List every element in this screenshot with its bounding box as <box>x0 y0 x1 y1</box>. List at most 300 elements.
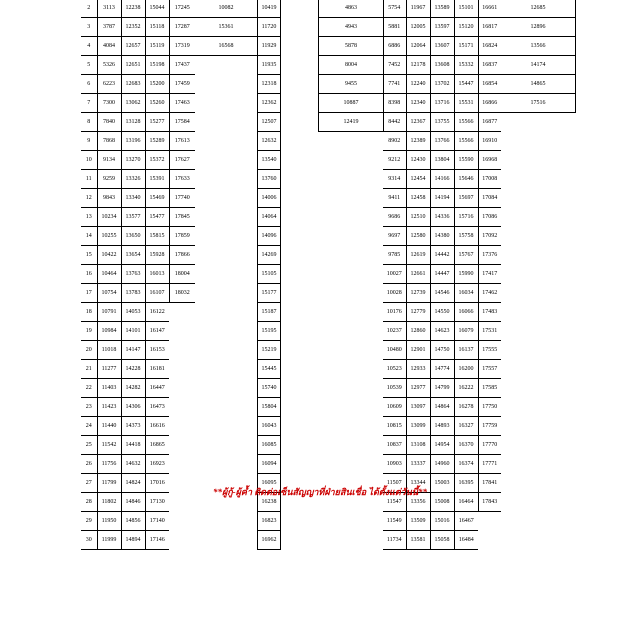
table-cell: 10237 <box>383 322 406 341</box>
table-cell: 17319 <box>169 37 195 56</box>
table-cell: 13716 <box>430 94 454 113</box>
table-cell: 14546 <box>430 284 454 303</box>
table-cell: 10234 <box>97 208 121 227</box>
table-cell: 15447 <box>454 75 478 94</box>
table-row <box>81 341 195 360</box>
table-cell: 9697 <box>383 227 406 246</box>
list-item <box>258 531 280 550</box>
table-cell: 7 <box>81 94 97 113</box>
table-cell: 12580 <box>406 227 430 246</box>
table-cell: 15391 <box>145 170 169 189</box>
table-cell: 13326 <box>121 170 145 189</box>
contract-note: **ผู้กู้-ผู้ค้ำ ติดต่อเซ็นสัญญาที่ฝ่ายสินเชื่อ ได้ตั้งแต่วันนี้** <box>212 487 428 497</box>
list-cell: 16043 <box>258 417 280 436</box>
table-cell: 16181 <box>145 360 169 379</box>
table-row <box>383 379 501 398</box>
table-cell: 13608 <box>430 56 454 75</box>
table-cell: 14442 <box>430 246 454 265</box>
list-item <box>258 151 280 170</box>
list-cell: 16095 <box>258 474 280 493</box>
table-row <box>81 227 195 246</box>
table-cell: 17633 <box>169 170 195 189</box>
list-item <box>319 37 383 56</box>
table-cell: 15198 <box>145 56 169 75</box>
table-cell: 16327 <box>454 417 478 436</box>
table-row <box>383 208 501 227</box>
table-cell: 14750 <box>430 341 454 360</box>
table-cell: 12901 <box>406 341 430 360</box>
table-cell: 15469 <box>145 189 169 208</box>
table-cell: 14166 <box>430 170 454 189</box>
table-row <box>383 398 501 417</box>
table-cell <box>169 417 195 436</box>
table-cell: 14053 <box>121 303 145 322</box>
table-cell: 12178 <box>406 56 430 75</box>
table-cell: 15590 <box>454 151 478 170</box>
table-cell: 17463 <box>169 94 195 113</box>
right-number-table <box>383 0 501 550</box>
table-cell: 15815 <box>145 227 169 246</box>
table-row <box>81 531 195 550</box>
table-cell: 14856 <box>121 512 145 531</box>
table-cell: 15646 <box>454 170 478 189</box>
table-cell: 17843 <box>478 493 501 512</box>
table-row <box>81 246 195 265</box>
list-cell: 12896 <box>501 18 575 37</box>
table-cell: 16923 <box>145 455 169 474</box>
table-cell: 15101 <box>454 0 478 18</box>
list-item <box>258 37 280 56</box>
list-item <box>258 94 280 113</box>
table-cell: 16824 <box>478 37 501 56</box>
table-cell: 11 <box>81 170 97 189</box>
table-cell: 20 <box>81 341 97 360</box>
table-row <box>81 455 195 474</box>
list-cell: 13760 <box>258 170 280 189</box>
list-item <box>319 94 383 113</box>
table-row <box>81 303 195 322</box>
table-cell: 14893 <box>430 417 454 436</box>
table-cell: 15767 <box>454 246 478 265</box>
table-cell: 3 <box>81 18 97 37</box>
table-cell: 7300 <box>97 94 121 113</box>
list-item <box>501 18 575 37</box>
table-cell: 13 <box>81 208 97 227</box>
table-cell: 16107 <box>145 284 169 303</box>
table-cell: 22 <box>81 379 97 398</box>
list-item <box>319 75 383 94</box>
table-cell: 8 <box>81 113 97 132</box>
list-item <box>258 56 280 75</box>
list-item <box>258 417 280 436</box>
list-cell: 11720 <box>258 18 280 37</box>
list-item <box>258 0 280 18</box>
list-item <box>258 436 280 455</box>
table-row <box>383 341 501 360</box>
table-cell <box>169 322 195 341</box>
table-cell <box>169 455 195 474</box>
table-row <box>383 170 501 189</box>
table-row <box>81 94 195 113</box>
table-cell: 17584 <box>169 113 195 132</box>
table-cell: 12510 <box>406 208 430 227</box>
list-item <box>258 455 280 474</box>
table-cell: 12933 <box>406 360 430 379</box>
table-cell: 14447 <box>430 265 454 284</box>
table-cell: 14846 <box>121 493 145 512</box>
list-item <box>258 208 280 227</box>
table-row <box>383 227 501 246</box>
table-cell <box>169 341 195 360</box>
table-cell: 14282 <box>121 379 145 398</box>
table-row <box>81 189 195 208</box>
table-cell: 5754 <box>383 0 406 18</box>
table-row <box>81 151 195 170</box>
table-cell: 15928 <box>145 246 169 265</box>
table-cell: 14147 <box>121 341 145 360</box>
table-cell: 13589 <box>430 0 454 18</box>
list-cell: 15219 <box>258 341 280 360</box>
table-row <box>383 37 501 56</box>
list-cell: 12507 <box>258 113 280 132</box>
table-cell: 9411 <box>383 189 406 208</box>
table-cell: 13509 <box>406 512 430 531</box>
list-item <box>258 379 280 398</box>
table-cell: 12739 <box>406 284 430 303</box>
table-cell: 14864 <box>430 398 454 417</box>
table-cell: 10791 <box>97 303 121 322</box>
list-cell: 14174 <box>501 56 575 75</box>
table-cell <box>478 512 501 531</box>
list-cell: 12685 <box>501 0 575 18</box>
table-cell: 9212 <box>383 151 406 170</box>
list-item <box>258 113 280 132</box>
table-cell: 10480 <box>383 341 406 360</box>
table-row <box>383 246 501 265</box>
list-item <box>258 18 280 37</box>
table-cell: 3787 <box>97 18 121 37</box>
list-item <box>195 0 257 18</box>
table-cell: 13128 <box>121 113 145 132</box>
table-row <box>81 265 195 284</box>
table-cell: 14373 <box>121 417 145 436</box>
table-cell: 10984 <box>97 322 121 341</box>
table-cell: 11802 <box>97 493 121 512</box>
list-item <box>258 341 280 360</box>
table-cell: 16473 <box>145 398 169 417</box>
table-cell: 10903 <box>383 455 406 474</box>
table-cell: 23 <box>81 398 97 417</box>
table-cell: 17845 <box>169 208 195 227</box>
list-cell: 12419 <box>319 113 383 132</box>
table-cell: 4 <box>81 37 97 56</box>
table-row <box>81 132 195 151</box>
table-cell: 9686 <box>383 208 406 227</box>
table-cell: 13654 <box>121 246 145 265</box>
list-item <box>258 246 280 265</box>
table-cell: 14336 <box>430 208 454 227</box>
table-cell: 16 <box>81 265 97 284</box>
table-cell: 10837 <box>383 436 406 455</box>
table-cell: 2 <box>81 0 97 18</box>
table-cell: 15332 <box>454 56 478 75</box>
table-cell: 14774 <box>430 360 454 379</box>
table-cell: 17859 <box>169 227 195 246</box>
table-cell: 17417 <box>478 265 501 284</box>
table-cell: 12064 <box>406 37 430 56</box>
list-cell: 10887 <box>319 94 383 113</box>
table-cell: 13099 <box>406 417 430 436</box>
table-cell: 16147 <box>145 322 169 341</box>
table-cell: 13804 <box>430 151 454 170</box>
table-cell: 12779 <box>406 303 430 322</box>
list-cell: 15740 <box>258 379 280 398</box>
table-cell: 17084 <box>478 189 501 208</box>
table-row <box>383 151 501 170</box>
table-row <box>383 18 501 37</box>
list-cell: 16962 <box>258 531 280 550</box>
table-cell: 17613 <box>169 132 195 151</box>
table-cell: 15990 <box>454 265 478 284</box>
list-cell: 11935 <box>258 56 280 75</box>
table-cell: 17627 <box>169 151 195 170</box>
table-cell: 3113 <box>97 0 121 18</box>
table-cell: 6223 <box>97 75 121 94</box>
table-cell: 18004 <box>169 265 195 284</box>
table-row <box>81 284 195 303</box>
table-cell: 13340 <box>121 189 145 208</box>
table-cell: 15260 <box>145 94 169 113</box>
table-cell <box>478 531 501 550</box>
table-cell: 13763 <box>121 265 145 284</box>
table-cell: 11950 <box>97 512 121 531</box>
table-cell: 17555 <box>478 341 501 360</box>
table-cell: 10815 <box>383 417 406 436</box>
table-row <box>81 113 195 132</box>
table-cell: 7840 <box>97 113 121 132</box>
table-cell: 5881 <box>383 18 406 37</box>
list-cell: 5878 <box>319 37 383 56</box>
table-cell: 8398 <box>383 94 406 113</box>
table-cell: 16034 <box>454 284 478 303</box>
table-cell: 11799 <box>97 474 121 493</box>
list-item <box>319 113 383 132</box>
list-cell: 14006 <box>258 189 280 208</box>
table-cell: 16854 <box>478 75 501 94</box>
list-cell: 15187 <box>258 303 280 322</box>
table-cell: 8442 <box>383 113 406 132</box>
table-cell: 16374 <box>454 455 478 474</box>
table-cell: 12454 <box>406 170 430 189</box>
table-cell: 16153 <box>145 341 169 360</box>
table-cell: 15058 <box>430 531 454 550</box>
table-cell: 14306 <box>121 398 145 417</box>
table-cell: 12657 <box>121 37 145 56</box>
table-cell: 16866 <box>478 94 501 113</box>
table-cell: 16200 <box>454 360 478 379</box>
table-cell: 13755 <box>430 113 454 132</box>
table-cell: 17557 <box>478 360 501 379</box>
table-cell: 12238 <box>121 0 145 18</box>
list-cell: 14096 <box>258 227 280 246</box>
list-item <box>258 398 280 417</box>
list-cell: 12318 <box>258 75 280 94</box>
table-cell: 16837 <box>478 56 501 75</box>
table-cell: 11277 <box>97 360 121 379</box>
table-row <box>81 18 195 37</box>
table-cell: 13356 <box>406 493 430 512</box>
list-item <box>258 189 280 208</box>
table-cell: 15531 <box>454 94 478 113</box>
list-cell: 16568 <box>195 37 257 56</box>
list-cell: 16085 <box>258 436 280 455</box>
table-cell: 14101 <box>121 322 145 341</box>
table-cell: 14799 <box>430 379 454 398</box>
right-table-wrap <box>383 0 501 550</box>
table-cell: 17866 <box>169 246 195 265</box>
table-cell: 16616 <box>145 417 169 436</box>
table-cell: 12340 <box>406 94 430 113</box>
table-cell: 9785 <box>383 246 406 265</box>
table-cell: 13766 <box>430 132 454 151</box>
list-item <box>319 0 383 18</box>
list-item <box>258 75 280 94</box>
table-row <box>383 360 501 379</box>
list-cell: 16238 <box>258 493 280 512</box>
table-cell: 4084 <box>97 37 121 56</box>
list-cell: 15361 <box>195 18 257 37</box>
table-cell: 16278 <box>454 398 478 417</box>
table-cell: 6886 <box>383 37 406 56</box>
table-row <box>81 379 195 398</box>
list-cell: 15177 <box>258 284 280 303</box>
table-row <box>383 189 501 208</box>
table-row <box>383 417 501 436</box>
table-cell: 14824 <box>121 474 145 493</box>
list-item <box>258 132 280 151</box>
table-cell: 15200 <box>145 75 169 94</box>
table-cell: 9259 <box>97 170 121 189</box>
list-item <box>258 303 280 322</box>
table-row <box>383 531 501 550</box>
table-cell: 17740 <box>169 189 195 208</box>
table-cell: 14194 <box>430 189 454 208</box>
table-cell: 13344 <box>406 474 430 493</box>
table-cell: 30 <box>81 531 97 550</box>
table-cell: 16370 <box>454 436 478 455</box>
table-cell: 17140 <box>145 512 169 531</box>
list-cell: 12632 <box>258 132 280 151</box>
list-item <box>319 56 383 75</box>
table-cell: 17462 <box>478 284 501 303</box>
table-cell: 16122 <box>145 303 169 322</box>
list-cell: 15195 <box>258 322 280 341</box>
table-cell: 16137 <box>454 341 478 360</box>
table-cell: 16877 <box>478 113 501 132</box>
table-cell: 7868 <box>97 132 121 151</box>
table-cell: 12389 <box>406 132 430 151</box>
table-cell: 14550 <box>430 303 454 322</box>
table-cell: 12005 <box>406 18 430 37</box>
table-cell: 25 <box>81 436 97 455</box>
table-cell: 13270 <box>121 151 145 170</box>
table-cell: 9314 <box>383 170 406 189</box>
list-item <box>501 94 575 113</box>
table-cell: 17437 <box>169 56 195 75</box>
table-cell: 16395 <box>454 474 478 493</box>
table-cell: 14954 <box>430 436 454 455</box>
table-cell <box>169 436 195 455</box>
list-cell: 9455 <box>319 75 383 94</box>
table-row <box>81 75 195 94</box>
table-cell: 15697 <box>454 189 478 208</box>
table-cell <box>169 379 195 398</box>
table-cell: 17 <box>81 284 97 303</box>
table-cell: 15477 <box>145 208 169 227</box>
table-cell <box>169 512 195 531</box>
list-item <box>258 265 280 284</box>
table-cell: 17376 <box>478 246 501 265</box>
list-cell: 14064 <box>258 208 280 227</box>
table-cell: 14380 <box>430 227 454 246</box>
table-cell: 10176 <box>383 303 406 322</box>
table-cell: 15171 <box>454 37 478 56</box>
table-cell: 17459 <box>169 75 195 94</box>
table-row <box>81 37 195 56</box>
table-cell: 12240 <box>406 75 430 94</box>
table-cell: 17483 <box>478 303 501 322</box>
list-cell: 16094 <box>258 455 280 474</box>
table-row <box>81 56 195 75</box>
table-cell: 14228 <box>121 360 145 379</box>
table-cell: 13597 <box>430 18 454 37</box>
table-cell: 5 <box>81 56 97 75</box>
table-cell: 15758 <box>454 227 478 246</box>
table-cell: 17146 <box>145 531 169 550</box>
table-cell: 17287 <box>169 18 195 37</box>
table-cell: 13097 <box>406 398 430 417</box>
list-cell: 4863 <box>319 0 383 18</box>
table-cell: 12619 <box>406 246 430 265</box>
table-cell: 11542 <box>97 436 121 455</box>
table-row <box>81 360 195 379</box>
table-row <box>383 94 501 113</box>
table-cell: 15118 <box>145 18 169 37</box>
table-cell: 11018 <box>97 341 121 360</box>
table-cell: 16865 <box>145 436 169 455</box>
list-cell: 4943 <box>319 18 383 37</box>
table-cell: 12 <box>81 189 97 208</box>
table-cell: 9 <box>81 132 97 151</box>
table-cell: 17016 <box>145 474 169 493</box>
table-cell: 11999 <box>97 531 121 550</box>
table-row <box>383 113 501 132</box>
column-b <box>195 0 258 56</box>
table-cell: 18032 <box>169 284 195 303</box>
table-cell: 10028 <box>383 284 406 303</box>
table-cell: 16013 <box>145 265 169 284</box>
table-cell: 24 <box>81 417 97 436</box>
table-cell: 13650 <box>121 227 145 246</box>
table-cell: 15016 <box>430 512 454 531</box>
table-cell: 6 <box>81 75 97 94</box>
list-cell: 13566 <box>501 37 575 56</box>
table-cell: 10464 <box>97 265 121 284</box>
table-cell: 13607 <box>430 37 454 56</box>
table-cell: 17585 <box>478 379 501 398</box>
table-cell: 17086 <box>478 208 501 227</box>
table-cell: 13062 <box>121 94 145 113</box>
